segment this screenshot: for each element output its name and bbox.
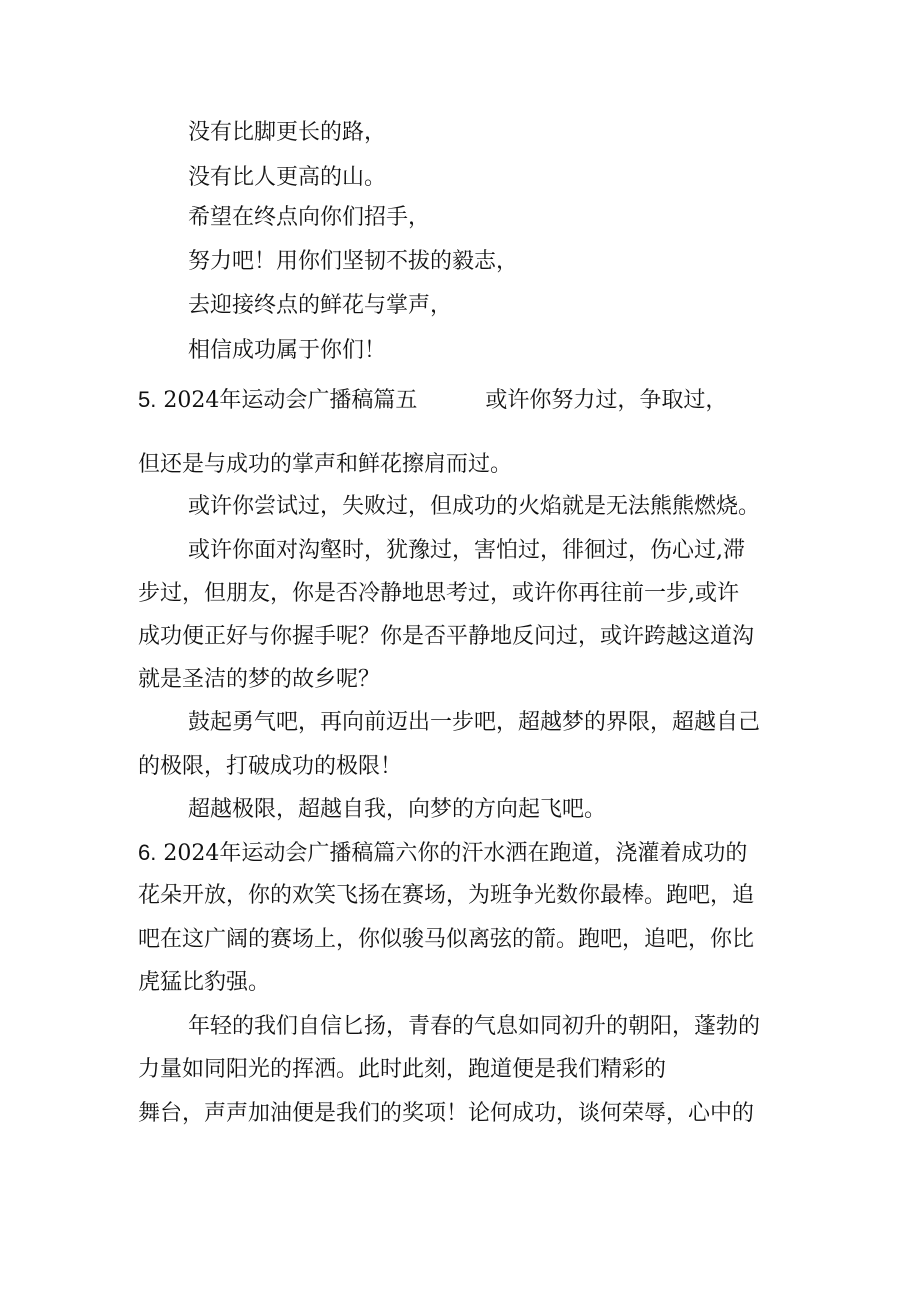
section-6-title: 2024年运动会广播稿篇六你的汗水洒在跑道，浇灌着成功的: [163, 841, 748, 866]
section-6-number: 6.: [138, 840, 157, 865]
poem-line: 没有比脚更长的路，: [188, 120, 387, 145]
paragraph-line: 花朵开放，你的欢笑飞扬在赛场，为班争光数你最棒。跑吧，追: [138, 883, 755, 908]
section-5-title: 2024年运动会广播稿篇五: [163, 388, 418, 413]
paragraph-line: 力量如同阳光的挥洒。此时此刻，跑道便是我们精彩的: [138, 1057, 667, 1082]
section-5-title-tail: 或许你努力过，争取过，: [485, 388, 728, 413]
poem-line: 没有比人更高的山。: [188, 165, 387, 190]
paragraph-line: 就是圣洁的梦的故乡呢？: [138, 667, 381, 692]
paragraph-line: 或许你尝试过，失败过，但成功的火焰就是无法熊熊燃烧。: [188, 494, 761, 519]
paragraph-line: 成功便正好与你握手呢？你是否平静地反问过，或许跨越这道沟: [138, 624, 755, 649]
section-5-heading: [138, 385, 727, 415]
paragraph-line: 的极限，打破成功的极限！: [138, 754, 403, 779]
paragraph-line: 年轻的我们自信匕扬，青春的气息如同初升的朝阳，蓬勃的: [188, 1014, 761, 1039]
paragraph-line: 吧在这广阔的赛场上，你似骏马似离弦的箭。跑吧，追吧，你比: [138, 927, 755, 952]
paragraph-line: 虎猛比豹强。: [138, 970, 271, 995]
poem-line: 去迎接终点的鲜花与掌声，: [188, 293, 453, 318]
paragraph-line: 但还是与成功的掌声和鲜花擦肩而过。: [138, 452, 513, 477]
poem-line: 希望在终点向你们招手，: [188, 205, 431, 230]
paragraph-line: 步过，但朋友，你是否冷静地思考过，或许你再往前一步,或许: [138, 581, 739, 606]
paragraph-line: 超越极限，超越自我，向梦的方向起飞吧。: [188, 797, 607, 822]
paragraph-line: 舞台，声声加油便是我们的奖项！论何成功，谈何荣辱，心中的: [138, 1101, 755, 1126]
poem-line: 相信成功属于你们！: [188, 338, 387, 363]
paragraph-line: 或许你面对沟壑时，犹豫过，害怕过，徘徊过，伤心过,滞: [188, 538, 745, 563]
section-6-heading: [138, 838, 747, 868]
paragraph-line: 鼓起勇气吧，再向前迈出一步吧，超越梦的界限，超越自己: [188, 710, 761, 735]
poem-line: 努力吧！用你们坚韧不拔的毅志，: [188, 249, 519, 274]
section-5-number: 5.: [138, 387, 157, 412]
